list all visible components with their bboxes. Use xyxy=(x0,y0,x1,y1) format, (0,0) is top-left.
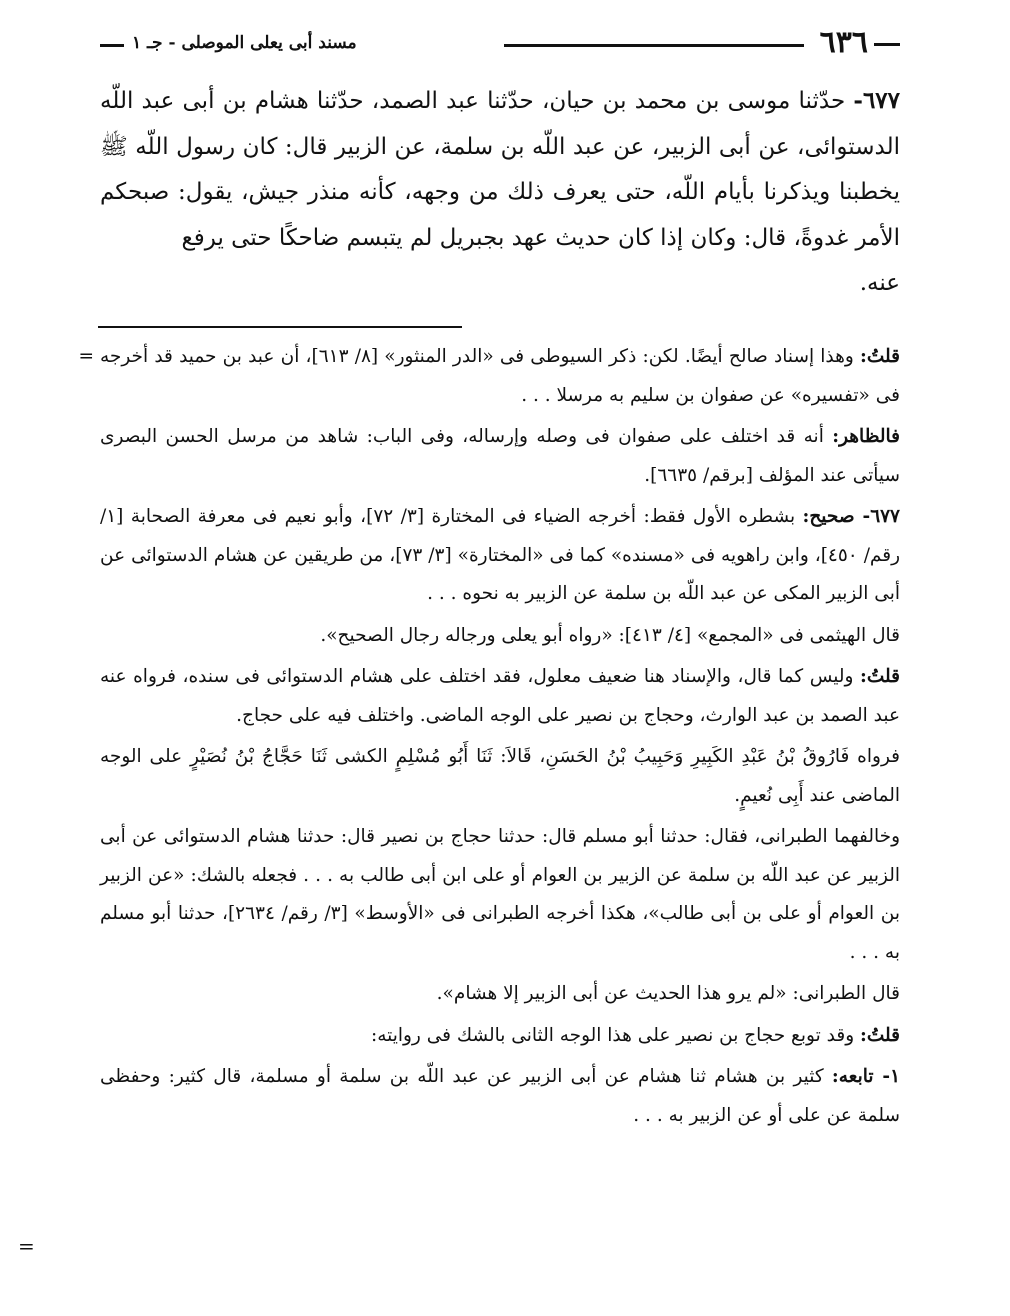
footnote-lead: ٦٧٧- صحيح: xyxy=(802,506,900,527)
continuation-mark-start: = xyxy=(78,346,94,367)
footnote-paragraph xyxy=(100,1058,900,1135)
footnote-lead: قلتُ: xyxy=(860,666,900,687)
footnote-paragraph xyxy=(100,617,900,656)
footnote-separator xyxy=(98,326,462,328)
footnote-text: وليس كما قال، والإسناد هنا ضعيف معلول، فقد اختلف على هشام الدستوائى فى سنده، فرواه عنه عبد الصمد بن عبد الوارث، وحجاج بن نصير على الوجه الماضى. واختلف فيه على حجاج. xyxy=(100,666,900,726)
footnote-lead: فالظاهر: xyxy=(832,426,900,447)
hadith-body: حدّثنا موسى بن محمد بن حيان، حدّثنا عبد الصمد، حدّثنا هشام بن أبى عبد اللّه الدستوائى، عن أبى الزبير، عن عبد اللّه بن سلمة، عن الزبير قال: كان رسول اللّه ﷺ يخطبنا ويذكرنا بأيام اللّه، حتى يعرف ذلك من وجهه، كأنه منذر جيش، يقول: صبحكم الأمر غدوةً، قال: وكان إذا كان حديث عهد بجبريل لم يتبسم ضاحكًا حتى يرفع xyxy=(100,88,900,251)
hadith-body-end: عنه. xyxy=(859,270,900,296)
footnote-text: أنه قد اختلف على صفوان فى وصله وإرساله، وفى الباب: شاهد من مرسل الحسن البصرى سيأتى عند المؤلف [برقم/ ٦٦٣٥]. xyxy=(100,426,900,486)
footnote-lead: ١- تابعه: xyxy=(831,1066,900,1087)
footnote-text: قال الهيثمى فى «المجمع» [٤/ ٤١٣]: «رواه أبو يعلى ورجاله رجال الصحيح». xyxy=(320,624,900,646)
hadith-text xyxy=(100,78,900,307)
footnote-lead: قلتُ: xyxy=(860,346,900,367)
footnote-text: كثير بن هشام ثنا هشام عن أبى الزبير عن عبد اللّه بن سلمة أو مسلمة، قال كثير: وحفظى سلمة عن على أو عن الزبير به . . . xyxy=(100,1066,900,1126)
hadith-paragraph xyxy=(100,78,900,307)
footnote-paragraph xyxy=(100,975,900,1014)
footnote-paragraph xyxy=(100,418,900,495)
footnote-text: فرواه فَارُوقُ بْنُ عَبْدِ الكَبِيرِ وَحَبِيبُ بْنُ الحَسَنِ، قَالاَ: ثَنَا أَبُو مُسْلِمٍ الكشى ثَنَا حَجَّاجُ بْنُ نُصَيْرٍ على الوجه الماضى عند أَبِى نُعيمٍ. xyxy=(100,746,900,806)
footnote-paragraph xyxy=(100,658,900,735)
footnote-paragraph xyxy=(100,818,900,972)
footnote-paragraph xyxy=(100,738,900,815)
footnote-text: بشطره الأول فقط: أخرجه الضياء فى المختارة [٣/ ٧٢]، وأبو نعيم فى معرفة الصحابة [١/ رقم/ ٤٥٠]، وابن راهويه فى «مسنده» كما فى «المختارة» [٣/ ٧٣]، من طريقين عن هشام الدستوائى عن أبى الزبير المكى عن عبد اللّه بن سلمة عن الزبير به نحوه . . . xyxy=(100,506,901,604)
footnote-text: وقد توبع حجاج بن نصير على هذا الوجه الثانى بالشك فى روايته: xyxy=(370,1024,855,1046)
running-title: مسند أبى يعلى الموصلى - جـ ١ xyxy=(132,33,357,53)
footnote-paragraph xyxy=(78,338,900,415)
footnote-text: وهذا إسناد صالح أيضًا. لكن: ذكر السيوطى فى «الدر المنثور» [٨/ ٦١٣]، أن عبد بن حميد قد أخرجه فى «تفسيره» عن صفوان بن سليم به مرسلا . . . xyxy=(100,346,900,406)
footnote-text: قال الطبرانى: «لم يرو هذا الحديث عن أبى الزبير إلا هشام». xyxy=(436,983,900,1004)
continuation-mark-end: = xyxy=(18,1234,35,1258)
header-rule xyxy=(504,44,804,47)
footnotes xyxy=(78,338,901,1135)
header-rule-end xyxy=(100,44,124,47)
header-dash xyxy=(874,43,900,46)
footnote-paragraph xyxy=(100,498,900,614)
footnote-lead: قلتُ: xyxy=(860,1024,900,1046)
footnote-paragraph xyxy=(100,1017,900,1056)
footnote-text: وخالفهما الطبرانى، فقال: حدثنا أبو مسلم قال: حدثنا حجاج بن نصير قال: حدثنا هشام الدستوائى عن أبى الزبير عن عبد اللّه بن سلمة عن الزبير بن العوام أو على ابن أبى طالب به . . . فجعله بالشك: «عن الزبير بن العوام أو على بن أبى طالب»، هكذا أخرجه الطبرانى فى «الأوسط» [٣/ رقم/ ٢٦٣٤]، حدثنا أبو مسلم به . . . xyxy=(100,826,900,963)
hadith-number: ٦٧٧- xyxy=(853,87,900,114)
page-number: ٦٣٦ xyxy=(820,28,900,58)
running-header xyxy=(100,26,900,62)
